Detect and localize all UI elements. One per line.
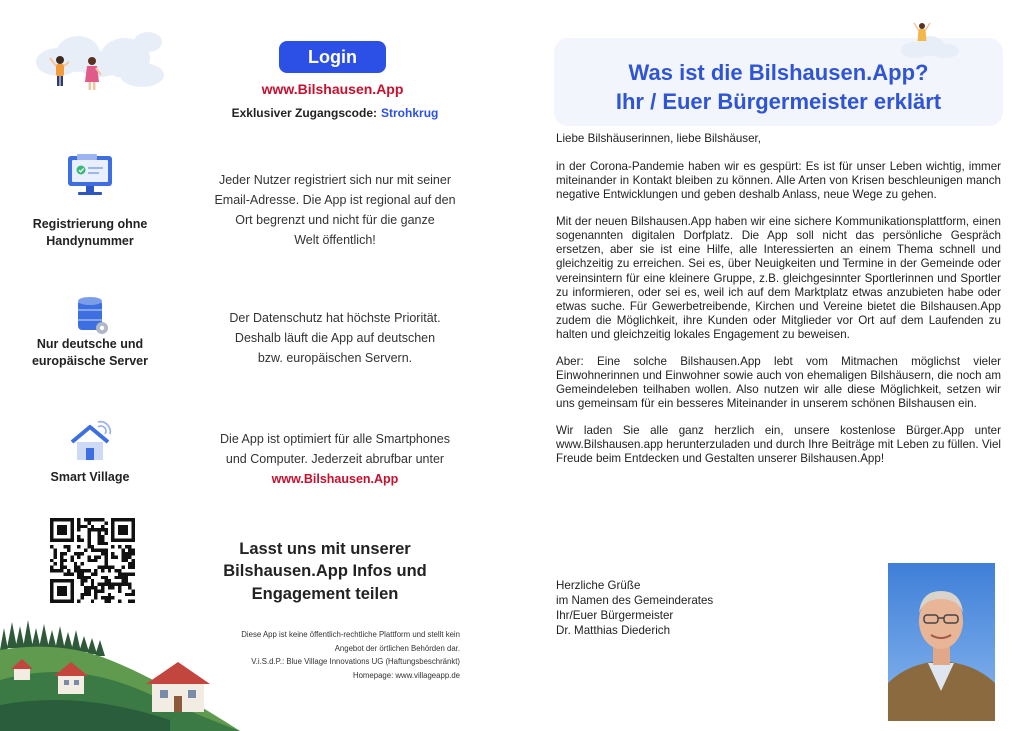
login-button[interactable]: Login xyxy=(279,41,386,73)
feature-label-registration: Registrierung ohne Handynummer xyxy=(32,217,148,248)
share-slogan: Lasst uns mit unserer Bilshausen.App Infos und Engagement teilen xyxy=(223,540,427,603)
feature-text-servers: Der Datenschutz hat höchste Priorität. Deshalb läuft die App auf deutschen bzw. europäischen Servern. xyxy=(229,311,441,365)
feature-text-smart-village: Die App ist optimiert für alle Smartphones und Computer. Jederzeit abrufbar unter www.Bilshausen.App xyxy=(190,429,480,489)
cloud-person-illustration xyxy=(895,14,965,64)
letter-paragraph: in der Corona-Pandemie haben wir es gespürt: Es ist für unser Leben wichtig, immer miteinander in Kontakt bleiben zu können. Alle Arten von Krisen beschleunigen manch negative Entwicklungen und geben deshalb Anlass, neue Wege zu gehen. xyxy=(556,160,1001,202)
website-link-bottom[interactable]: www.Bilshausen.App xyxy=(271,472,399,486)
access-code-value: Strohkrug xyxy=(381,106,439,120)
website-link[interactable]: www.Bilshausen.App xyxy=(261,81,404,97)
letter-paragraph: Wir laden Sie alle ganz herzlich ein, unsere kostenlose Bürger.App unter www.Bilshausen.app herunterzuladen und durch Ihre Beiträge mit Leben zu füllen. Viel Freude beim Entdecken und Gestalten unserer Bilshausen.App! xyxy=(556,423,1001,466)
mayor-letter xyxy=(556,132,1001,479)
access-code-label: Exklusiver Zugangscode: xyxy=(231,106,378,120)
legal-disclaimer: Diese App ist keine öffentlich-rechtliche Plattform und stellt kein Angebot der örtlichen Behörden dar. V.i.S.d.P.: Blue Village Innovations UG (Haftungsbeschränkt) Homepage: www.villageapp.de xyxy=(241,630,460,680)
clouds-people-illustration xyxy=(30,20,180,110)
letter-salutation: Liebe Bilshäuserinnen, liebe Bilshäuser, xyxy=(556,132,761,145)
letter-paragraph: Mit der neuen Bilshausen.App haben wir eine sichere Kommunikationsplattform, einen sogenannten digitalen Dorfplatz. Die App soll nicht das persönliche Gespräch ersetzen, aber sie ist eine Hilfe, alle Interessierten an einem Thema schnell und gleichzeitig zu erreichen. Sei es, über Neuigkeiten und Termine in der Gemeinde oder vereinsintern für eine kleinere Gruppe, z.B. gleichgesinnter Sportlerinnen und Sportler zu informieren, oder sei es, weil ich auf dem Marktplatz etwas anzubieten habe oder etwas suche. Für Gewerbetreibende, Kirchen und Vereine bietet die Bilshausen.App zudem die Möglichkeit, ihre Kunden oder Mitglieder vor Ort auf dem Laufenden zu halten und gleichzeitig lokales Engagement zu beweisen. xyxy=(556,215,1001,342)
monitor-check-icon xyxy=(60,152,120,202)
letter-signoff: Herzliche Grüße im Namen des Gemeinderates Ihr/Euer Bürgermeister Dr. Matthias Diederich xyxy=(556,579,714,638)
mayor-portrait-photo xyxy=(888,563,995,721)
page-title: Was ist die Bilshausen.App? Ihr / Euer Bürgermeister erklärt xyxy=(615,60,942,115)
smart-home-icon xyxy=(60,418,120,468)
village-landscape-illustration xyxy=(0,610,240,731)
qr-code-icon[interactable] xyxy=(50,518,135,603)
letter-paragraph: Aber: Eine solche Bilshausen.App lebt vom Mitmachen möglichst vieler Einwohnerinnen und Einwohner sowie auch von ehemaligen Bilshäusern, die noch am Gemeindeleben teilhaben wollen. Also nutzen wir alle diese Möglichkeit, setzen wir uns gemeinsam für ein besseres Miteinander in unserem schönen Bilshausen ein. xyxy=(556,354,1001,411)
feature-label-smart-village: Smart Village xyxy=(50,470,130,484)
feature-text-registration: Jeder Nutzer registriert sich nur mit seiner Email-Adresse. Die App ist regional auf den Ort begrenzt und nicht für die ganze Welt öffentlich! xyxy=(214,173,456,247)
feature-label-servers: Nur deutsche und europäische Server xyxy=(31,337,149,368)
access-code-line xyxy=(190,106,480,120)
